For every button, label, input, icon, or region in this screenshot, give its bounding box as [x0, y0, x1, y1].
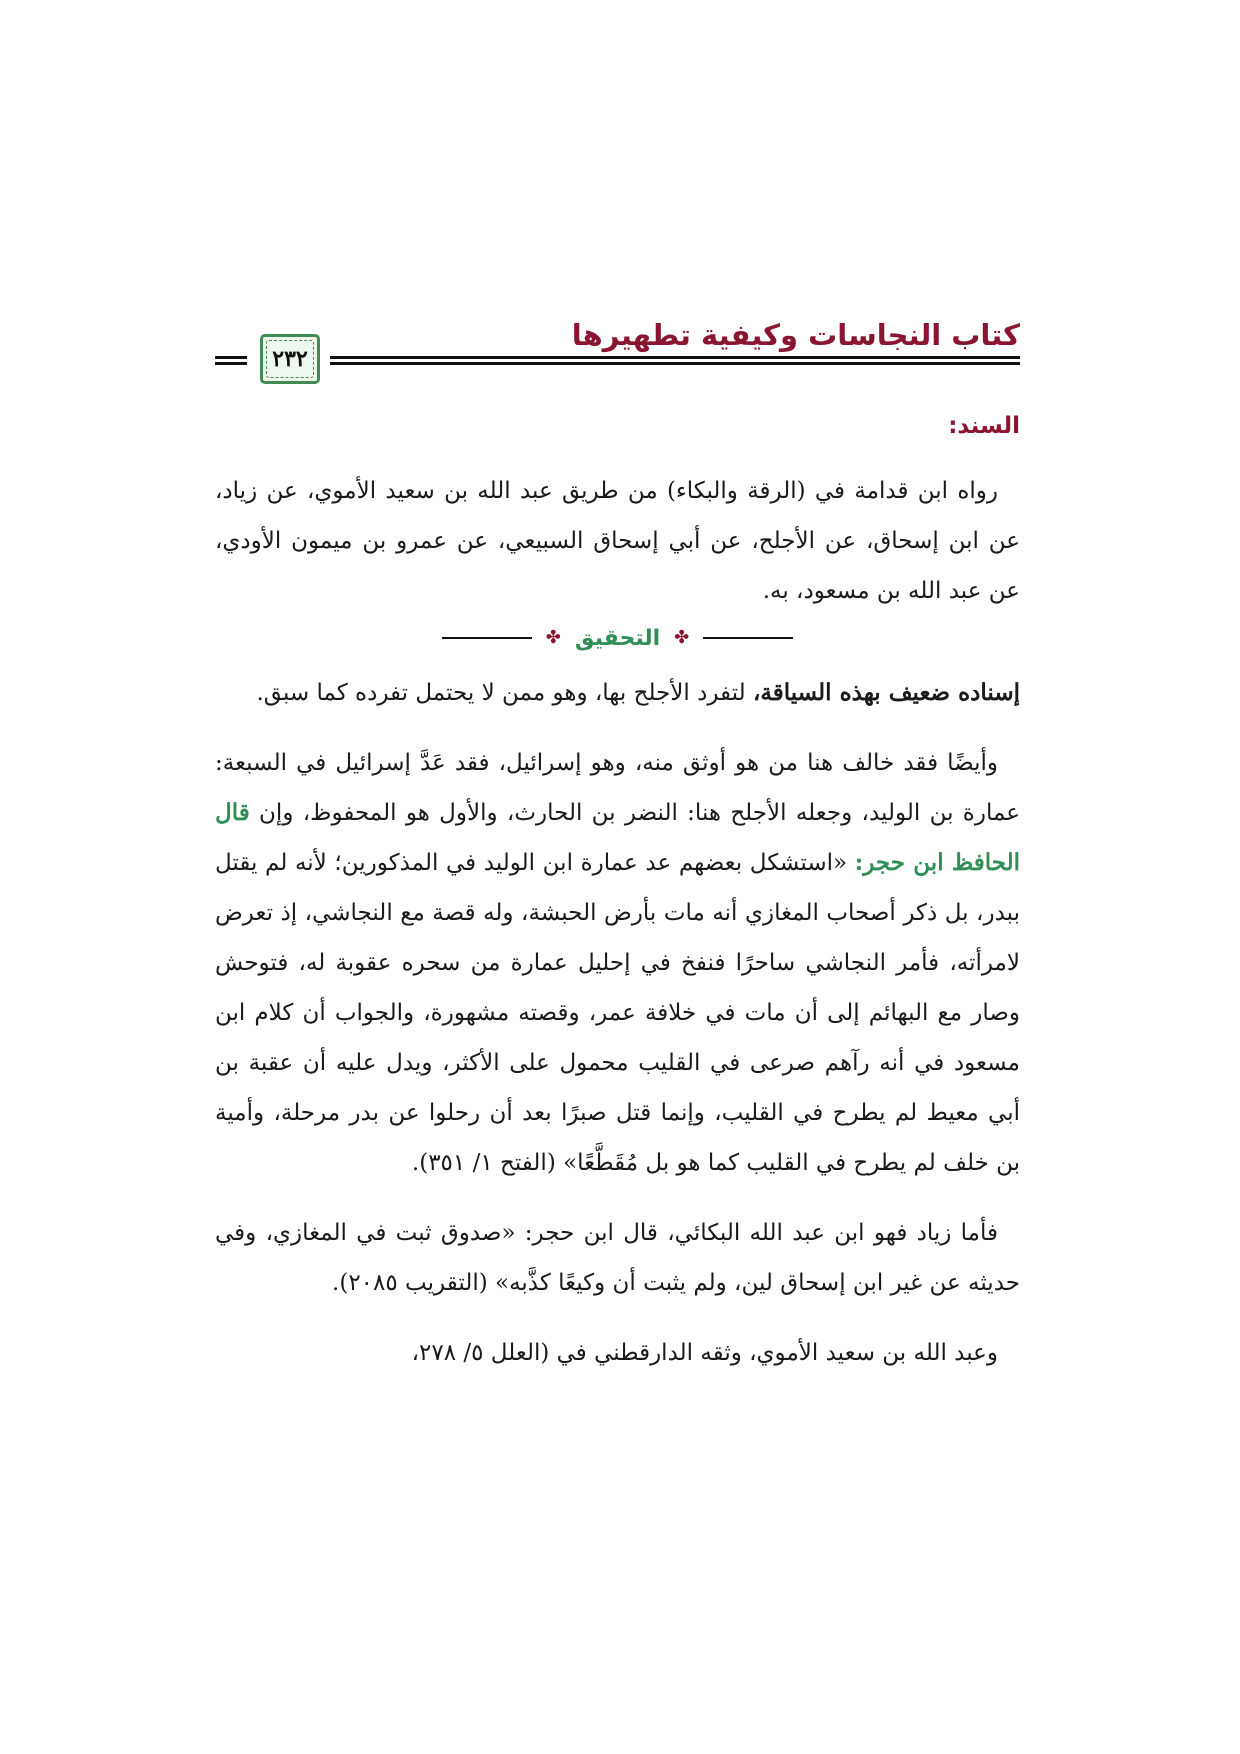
- sanad-paragraph: رواه ابن قدامة في (الرقة والبكاء) من طريق عبد الله بن سعيد الأموي، عن زياد، عن ابن إسحاق، عن الأجلح، عن أبي إسحاق السبيعي، عن عمرو بن ميمون الأودي، عن عبد الله بن مسعود، به.: [215, 478, 1020, 604]
- ornament-icon: ✤: [674, 627, 690, 648]
- header-rule: [330, 356, 1020, 359]
- tahqiq-heading: التحقيق: [574, 625, 661, 651]
- page-body: [215, 406, 1020, 1378]
- tahqiq-paragraph-3: فأما زياد فهو ابن عبد الله البكائي، قال ابن حجر: «صدوق ثبت في المغازي، وفي حديثه عن غير ابن إسحاق لين، ولم يثبت أن وكيعًا كذَّبه» (التقريب ٢٠٨٥).: [215, 1220, 1020, 1296]
- section-divider: [215, 618, 1020, 658]
- header-rule-secondary: [330, 362, 1020, 365]
- tahqiq-paragraph-2: [215, 738, 1020, 1188]
- paragraph-text: لتفرد الأجلح بها، وهو ممن لا يحتمل تفرده كما سبق.: [256, 680, 753, 706]
- book-title: كتاب النجاسات وكيفية تطهيرها: [571, 318, 1020, 352]
- quote-attribution: قال الحافظ ابن حجر:: [215, 799, 1020, 876]
- header-rule-left-secondary: [215, 362, 247, 365]
- isnad-verdict: إسناده ضعيف بهذه السياقة،: [752, 679, 1020, 706]
- header-rule-left: [215, 356, 247, 359]
- page-number: ٢٣٢: [272, 346, 308, 372]
- tahqiq-paragraph-4: وعبد الله بن سعيد الأموي، وثقه الدارقطني في (العلل ٥/ ٢٧٨،: [411, 1340, 998, 1366]
- paragraph-text: وأيضًا فقد خالف هنا من هو أوثق منه، وهو إسرائيل، فقد عَدَّ إسرائيل في السبعة: عمارة بن الوليد، وجعله الأجلح هنا: النضر بن الحارث، والأول هو المحفوظ، وإن: [215, 750, 1020, 826]
- tahqiq-paragraph-1: [215, 668, 1020, 718]
- divider-line-left: [442, 637, 532, 639]
- divider-line-right: [703, 637, 793, 639]
- page-header: [215, 318, 1020, 388]
- paragraph-text: «استشكل بعضهم عد عمارة ابن الوليد في المذكورين؛ لأنه لم يقتل ببدر، بل ذكر أصحاب المغازي أنه مات بأرض الحبشة، وله قصة مع النجاشي، إذ تعرض لامرأته، فأمر النجاشي ساحرًا فنفخ في إحليل عمارة من سحره عقوبة له، فتوحش وصار مع البهائم إلى أن مات في خلافة عمر، وقصته مشهورة، والجواب أن كلام ابن مسعود في أنه رآهم صرعى في القليب محمول على الأكثر، ويدل عليه أن عقبة بن أبي معيط لم يطرح في القليب، وإنما قتل صبرًا بعد أن رحلوا عن بدر مرحلة، وأمية بن خلف لم يطرح في القليب كما هو بل مُقَطَّعًا» (الفتح ١/ ٣٥١).: [215, 850, 1020, 1176]
- sanad-heading: السند:: [948, 413, 1020, 439]
- ornament-icon: ✤: [545, 627, 561, 648]
- page-number-badge: [260, 334, 320, 384]
